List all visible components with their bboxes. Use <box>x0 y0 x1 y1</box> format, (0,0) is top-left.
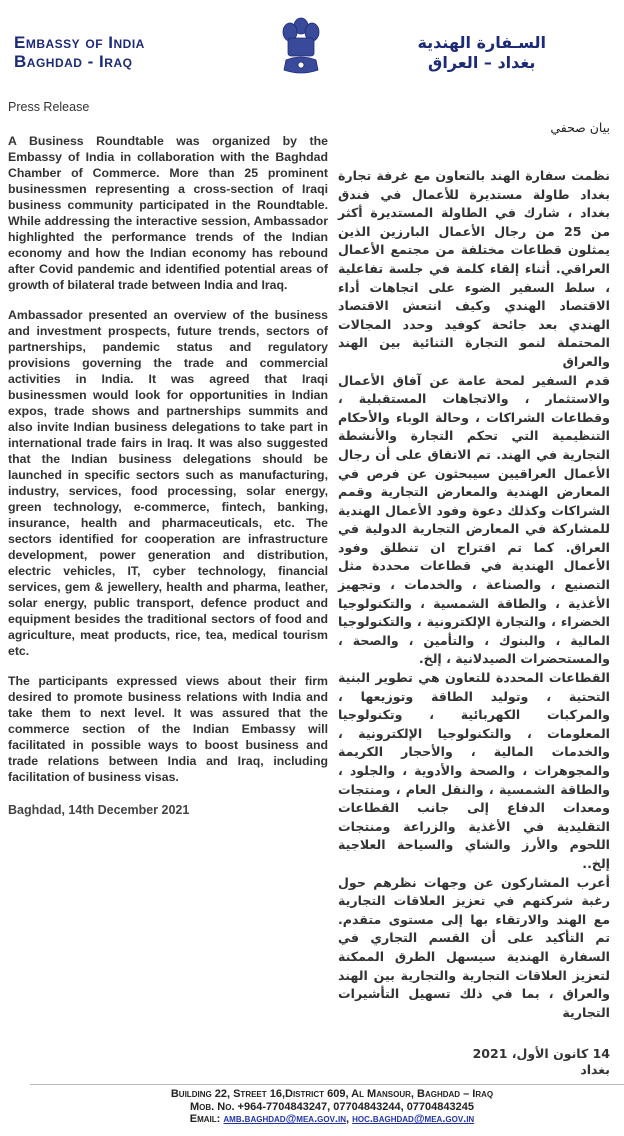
footer-email-line: Email: amb.baghdad@mea.gov.in, hoc.baghdad@mea.gov.in <box>189 1113 475 1126</box>
arabic-dateline <box>338 1046 610 1078</box>
embassy-name-ar-line2: بغداد – العراق <box>428 53 536 72</box>
arabic-paragraph: القطاعات المحددة للتعاون هي تطوير البنية التحتية ، وتوليد الطاقة وتوزيعها ، والمركبات الكهربائية ، وتكنولوجيا المعلومات ، والتكنولوجيا الإلكترونية ، والخدمات المالية ، والأحجار الكريمة والمجوهرات ، والصحة والأدوية ، والجلود ، والطاقة الشمسية ، والنقل العام ، ومنتجات ومعدات الدفاع إلى جانب القطاعات التقليدية في الأغذية والزراعة ومنتجات اللحوم والأرز والشاي والسياحة العلاجية إلخ.. <box>338 670 610 871</box>
footer <box>0 1085 624 1136</box>
letterhead <box>0 0 624 100</box>
english-paragraph: Ambassador presented an overview of the business and investment prospects, future trends, sectors of partnerships, pandemic status and regulatory provisions governing the trade and commercial activities in India. It was agreed that Iraqi businessmen would look for opportunities in Indian expos, trade shows and partnerships summits and also invite Indian business delegations to take part in international trade fairs in Iraq. It was also suggested that the Indian business delegations should be launched in specific sectors such as manufacturing, industry, services, food processing, solar energy, green technology, e-commerce, fintech, banking, insurance, health and pharmaceuticals, etc. The sectors identified for cooperation are infrastructure development, power generation and distribution, electric vehicles, IT, cyber technology, financial services, gem & jewellery, health and pharma, leather, solar energy, public transport, defence product and equipment besides the traditional sectors of food and agriculture, meat products, rice, tea, medical tourism etc. <box>8 308 328 658</box>
press-release-title: Press Release <box>8 100 90 114</box>
arabic-paragraph: أعرب المشاركون عن وجهات نظرهم حول رغبة شركتهم في تعزيز العلاقات التجارية مع الهند والارتقاء بها إلى مستوى متقدم. تم التأكيد على أن القسم التجاري في السفارة الهندية سيسهل الطرق الممكنة لتعزيز العلاقات التجارية والتجارية بين الهند والعراق ، بما في ذلك تسهيل التأشيرات التجارية <box>338 874 610 1020</box>
embassy-name-ar-line1: السـفارة الهندية <box>417 33 546 52</box>
footer-address: Building 22, Street 16,District 609, Al Mansour, Baghdad – Iraq <box>170 1088 494 1101</box>
arabic-date: 14 كانون الأول، 2021 <box>472 1046 610 1062</box>
arabic-body <box>338 167 610 1022</box>
footer-phone: Mob. No. +964-7704843247, 07704843244, 07704843245 <box>190 1100 474 1113</box>
email-link-amb[interactable]: amb.baghdad@mea.gov.in <box>223 1113 346 1126</box>
embassy-name-line2: Baghdad - Iraq <box>14 52 133 71</box>
body-columns <box>0 100 624 1078</box>
embassy-name-arabic <box>417 33 546 73</box>
embassy-name-line1: Embassy of India <box>14 33 145 52</box>
email-link-hoc[interactable]: hoc.baghdad@mea.gov.in <box>352 1113 475 1126</box>
english-dateline: Baghdad, 14th December 2021 <box>8 803 190 817</box>
english-column <box>8 100 328 818</box>
arabic-paragraph: نظمت سفارة الهند بالتعاون مع غرفة تجارة بغداد طاولة مستديرة للأعمال في فندق بغداد ، شارك في الطاولة المستديرة أكثر من 25 من رجال الأعمال البارزين الذين يمثلون قطاعات مختلفة من مجتمع الأعمال العراقي. أثناء إلقاء كلمة في جلسة تفاعلية ، سلط السفير الضوء على اتجاهات أداء الاقتصاد الهندي وكيف انتعش الاقتصاد الهندي بعد جائحة كوفيد وحدد المجالات المحتملة لنمو التجارة الثنائية بين الهند والعراق <box>338 168 611 369</box>
ashoka-emblem-icon <box>280 12 322 84</box>
arabic-paragraph: قدم السفير لمحة عامة عن آفاق الأعمال والاستثمار ، والاتجاهات المستقبلية ، وقطاعات الشراكات ، وحالة الوباء والأحكام التنظيمية التي تحكم التجارة والأنشطة التجارية في الهند. تم الاتفاق على أن رجال الأعمال العراقيين سيبحثون عن فرص في المعارض الهندية والمعارض التجارية وقمم الشراكات وكذلك دعوة وفود الأعمال الهندية للمشاركة في المعارض التجارية الدولية في العراق. كما تم اقتراح ان تنطلق وفود الأعمال الهندية في قطاعات محددة مثل التصنيع ، والصناعة ، والخدمات ، وتجهيز الأغذية ، والطاقة الشمسية ، والتكنولوجيا الخضراء ، والتجارة الإلكترونية ، والتكنولوجيا المالية ، والبنوك ، والتأمين ، والصحة ، والمستحضرات الصيدلانية ، إلخ. <box>338 372 610 667</box>
english-paragraph: A Business Roundtable was organized by the Embassy of India in collaboration with the Baghdad Chamber of Commerce. More than 25 prominent businessmen representing a cross-section of Iraqi business community participated in the Roundtable. While addressing the interactive session, Ambassador highlighted the performance trends of the Indian economy and how the Indian economy has rebound after Covid pandemic and identified potential areas of growth of bilateral trade between India and Iraq. <box>8 134 328 292</box>
arabic-place: بغداد <box>580 1062 610 1078</box>
press-release-title-arabic: بيان صحفي <box>550 120 610 135</box>
english-paragraph: The participants expressed views about their firm desired to promote business relations with India and take them to next level. It was assured that the commerce section of the Indian Embassy will facilitated in possible ways to boost business and trade relations between India and Iraq, including facilitation of business visas. <box>8 674 328 784</box>
embassy-name-english <box>14 33 145 71</box>
arabic-column <box>338 100 610 1078</box>
english-body <box>8 133 328 799</box>
email-label: Email: <box>189 1113 221 1126</box>
